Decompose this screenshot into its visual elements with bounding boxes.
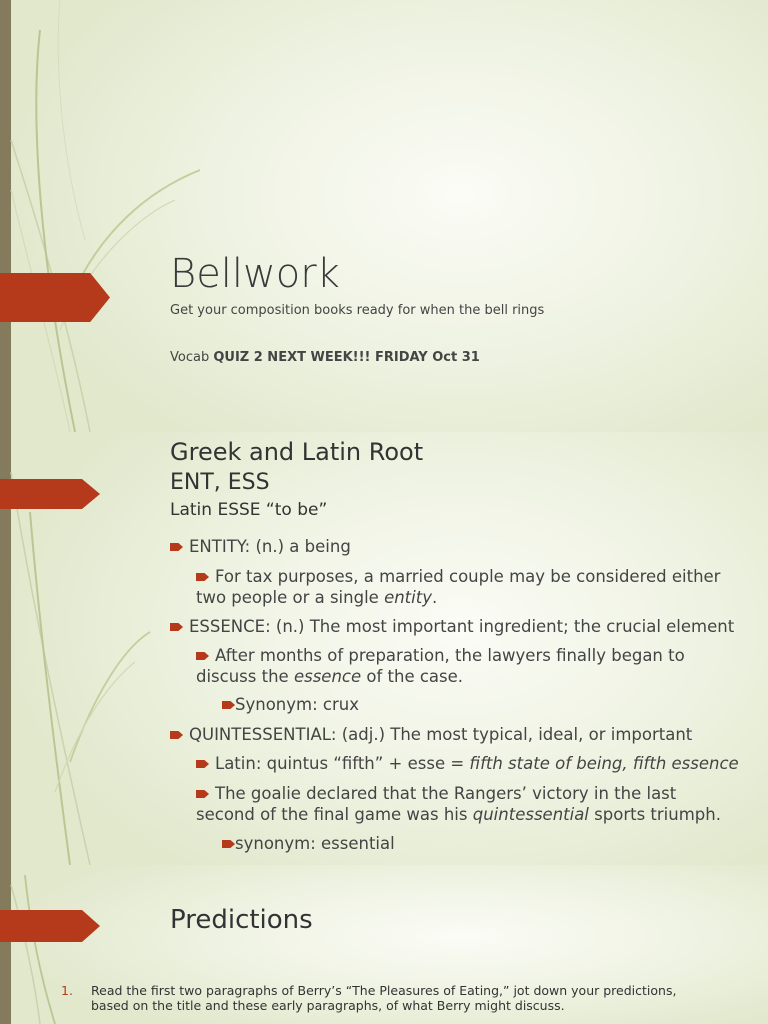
bullet-text: For tax purposes, a married couple may be considered either: [215, 567, 721, 586]
bullet-text-cont: second of the final game was his: [196, 805, 473, 824]
root-heading: Greek and Latin Root: [170, 438, 424, 466]
sub-bullet-latin: [196, 753, 739, 774]
sub-bullet-entity-example: [196, 566, 720, 608]
quiz-date: QUIZ 2 NEXT WEEK!!! FRIDAY Oct 31: [213, 350, 480, 365]
sub-sub-bullet-synonym: [222, 694, 359, 715]
decorative-vine-lines: [0, 0, 260, 432]
bullet-text-end: sports triumph.: [588, 805, 721, 824]
slide-title-marker: [0, 910, 100, 942]
arrow-bullet-icon: [196, 760, 209, 768]
sub-sub-bullet-synonym: [222, 833, 395, 854]
bullet-text-end: .: [431, 588, 438, 607]
arrow-bullet-icon: [222, 840, 235, 848]
bullet-entity: [170, 536, 351, 557]
arrow-bullet-icon: [222, 701, 235, 709]
sub-bullet-essence-example: [196, 645, 685, 687]
bullet-text: Synonym: crux: [235, 695, 359, 714]
quiz-announcement: [170, 350, 480, 365]
arrow-bullet-icon: [196, 652, 209, 660]
arrow-bullet-icon: [170, 731, 183, 739]
item-text-line1: Read the first two paragraphs of Berry’s “The Pleasures of Eating,” jot down your predictions,: [91, 983, 677, 998]
subtitle-line: Get your composition books ready for when the bell rings: [170, 303, 545, 318]
sub-bullet-quintessential-example: [196, 783, 721, 825]
slide-title: Bellwork: [170, 251, 340, 297]
slide-predictions: [0, 865, 768, 1024]
bullet-text-cont: discuss the: [196, 667, 294, 686]
bullet-text-end: of the case.: [361, 667, 464, 686]
bullet-text-cont: two people or a single: [196, 588, 385, 607]
root-letters: ENT, ESS: [170, 470, 270, 495]
arrow-bullet-icon: [170, 623, 183, 631]
slide-title-marker: [0, 273, 110, 322]
root-meaning: Latin ESSE “to be”: [170, 500, 328, 520]
bullet-quintessential: [170, 724, 692, 745]
numbered-item-1: [61, 983, 677, 1013]
italic-term: quintessential: [472, 805, 589, 824]
slide-title-marker: [0, 479, 100, 509]
item-text-line2: based on the title and these early paragraphs, of what Berry might discuss.: [91, 998, 565, 1013]
bullet-text: synonym: essential: [235, 834, 395, 853]
slide-vocab-root: [0, 432, 768, 865]
quiz-prefix: Vocab: [170, 350, 214, 365]
arrow-bullet-icon: [196, 573, 209, 581]
slide-bellwork: [0, 0, 768, 432]
italic-term: essence: [293, 667, 362, 686]
bullet-text: After months of preparation, the lawyers finally began to: [215, 646, 685, 665]
arrow-bullet-icon: [170, 543, 183, 551]
italic-term: fifth state of being, fifth essence: [469, 754, 739, 773]
arrow-bullet-icon: [196, 790, 209, 798]
bullet-essence: [170, 616, 734, 637]
bullet-text: ESSENCE: (n.) The most important ingredient; the crucial element: [189, 617, 735, 636]
bullet-text: ENTITY: (n.) a being: [189, 537, 351, 556]
italic-term: entity: [384, 588, 432, 607]
bullet-text: The goalie declared that the Rangers’ victory in the last: [215, 784, 677, 803]
slide-title: Predictions: [170, 905, 313, 935]
bullet-text: Latin: quintus “fifth” + esse =: [215, 754, 470, 773]
item-number: 1.: [61, 983, 73, 998]
bullet-text: QUINTESSENTIAL: (adj.) The most typical, ideal, or important: [189, 725, 693, 744]
